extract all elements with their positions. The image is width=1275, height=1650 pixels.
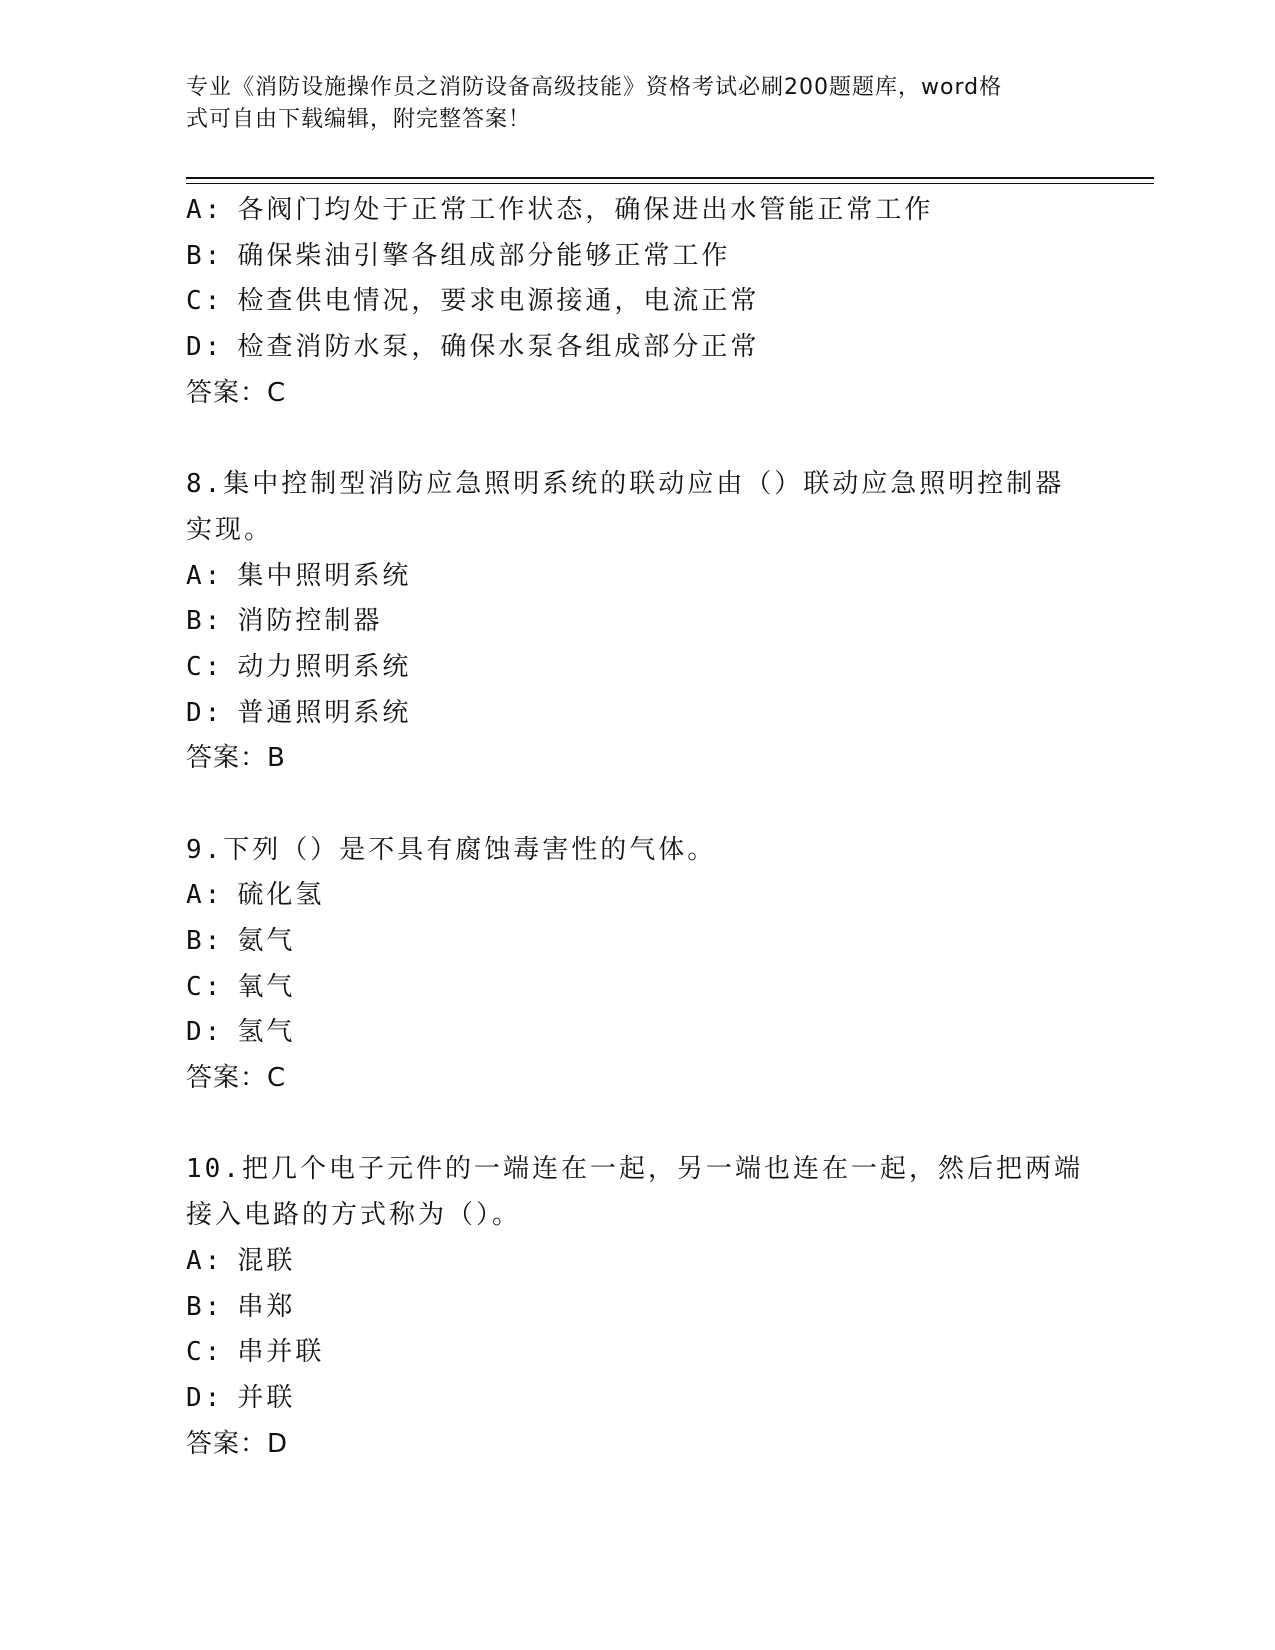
- option-b: B: 氨气: [186, 926, 296, 956]
- option-text: 集中照明系统: [237, 560, 412, 591]
- option-text: 普通照明系统: [237, 697, 412, 728]
- option-d: D: 检查消防水泵，确保水泵各组成部分正常: [186, 332, 760, 363]
- spacer: [186, 416, 1086, 462]
- option-a: A: 硫化氢: [186, 880, 325, 911]
- option-d: D: 氢气: [186, 1017, 296, 1048]
- option-text: 检查供电情况，要求电源接通，电流正常: [237, 286, 760, 317]
- option-a: A: 集中照明系统: [186, 560, 412, 591]
- option-text: 动力照明系统: [237, 651, 412, 682]
- option-c: C: 动力照明系统: [186, 651, 412, 682]
- answer: 答案：C: [186, 1063, 287, 1094]
- option-text: 氨气: [237, 926, 296, 956]
- option-text: 并联: [237, 1382, 296, 1413]
- question-9: [186, 828, 1086, 1102]
- answer: 答案：C: [186, 377, 287, 408]
- option-b: B: 消防控制器: [186, 606, 383, 637]
- option-b: B: 串郑: [186, 1291, 296, 1322]
- option-text: 串并联: [237, 1337, 325, 1368]
- option-a: A: 各阀门均处于正常工作状态，确保进出水管能正常工作: [186, 195, 934, 225]
- option-c: C: 氧气: [186, 971, 296, 1002]
- spacer: [186, 1102, 1086, 1148]
- question-10: [186, 1147, 1086, 1467]
- option-d: D: 普通照明系统: [186, 697, 412, 728]
- option-text: 氧气: [237, 971, 296, 1002]
- option-c: C: 检查供电情况，要求电源接通，电流正常: [186, 286, 760, 317]
- header-divider-thin: [186, 183, 1154, 184]
- answer: 答案：B: [186, 743, 286, 774]
- question-8: [186, 462, 1086, 782]
- document-header: [186, 72, 1066, 136]
- option-text: 硫化氢: [237, 880, 325, 911]
- option-d: D: 并联: [186, 1382, 296, 1413]
- question-list: [186, 188, 1086, 1467]
- option-text: 确保柴油引擎各组成部分能够正常工作: [237, 240, 731, 271]
- question-stem-continued: 实现。: [186, 514, 274, 545]
- option-text: 检查消防水泵，确保水泵各组成部分正常: [237, 332, 760, 363]
- option-b: B: 确保柴油引擎各组成部分能够正常工作: [186, 240, 731, 271]
- question-stem: 10.把几个电子元件的一端连在一起，另一端也连在一起，然后把两端: [186, 1154, 1083, 1185]
- option-a: A: 混联: [186, 1245, 296, 1276]
- spacer: [186, 782, 1086, 828]
- option-text: 混联: [237, 1245, 296, 1276]
- option-text: 氢气: [237, 1017, 296, 1048]
- header-line-2: 式可自由下载编辑，附完整答案！: [186, 107, 532, 132]
- question-7: [186, 188, 1086, 416]
- option-c: C: 串并联: [186, 1337, 325, 1368]
- header-line-1: 专业《消防设施操作员之消防设备高级技能》资格考试必刷200题题库，word格: [186, 75, 1003, 100]
- answer: 答案：D: [186, 1428, 289, 1459]
- question-stem-continued: 接入电路的方式称为（）。: [186, 1200, 522, 1231]
- header-divider-thick: [186, 177, 1154, 179]
- option-text: 消防控制器: [237, 606, 383, 637]
- question-stem: 8.集中控制型消防应急照明系统的联动应由（）联动应急照明控制器: [186, 469, 1065, 500]
- option-text: 各阀门均处于正常工作状态，确保进出水管能正常工作: [237, 195, 934, 225]
- question-stem: 9.下列（）是不具有腐蚀毒害性的气体。: [186, 834, 717, 865]
- option-text: 串郑: [237, 1291, 296, 1322]
